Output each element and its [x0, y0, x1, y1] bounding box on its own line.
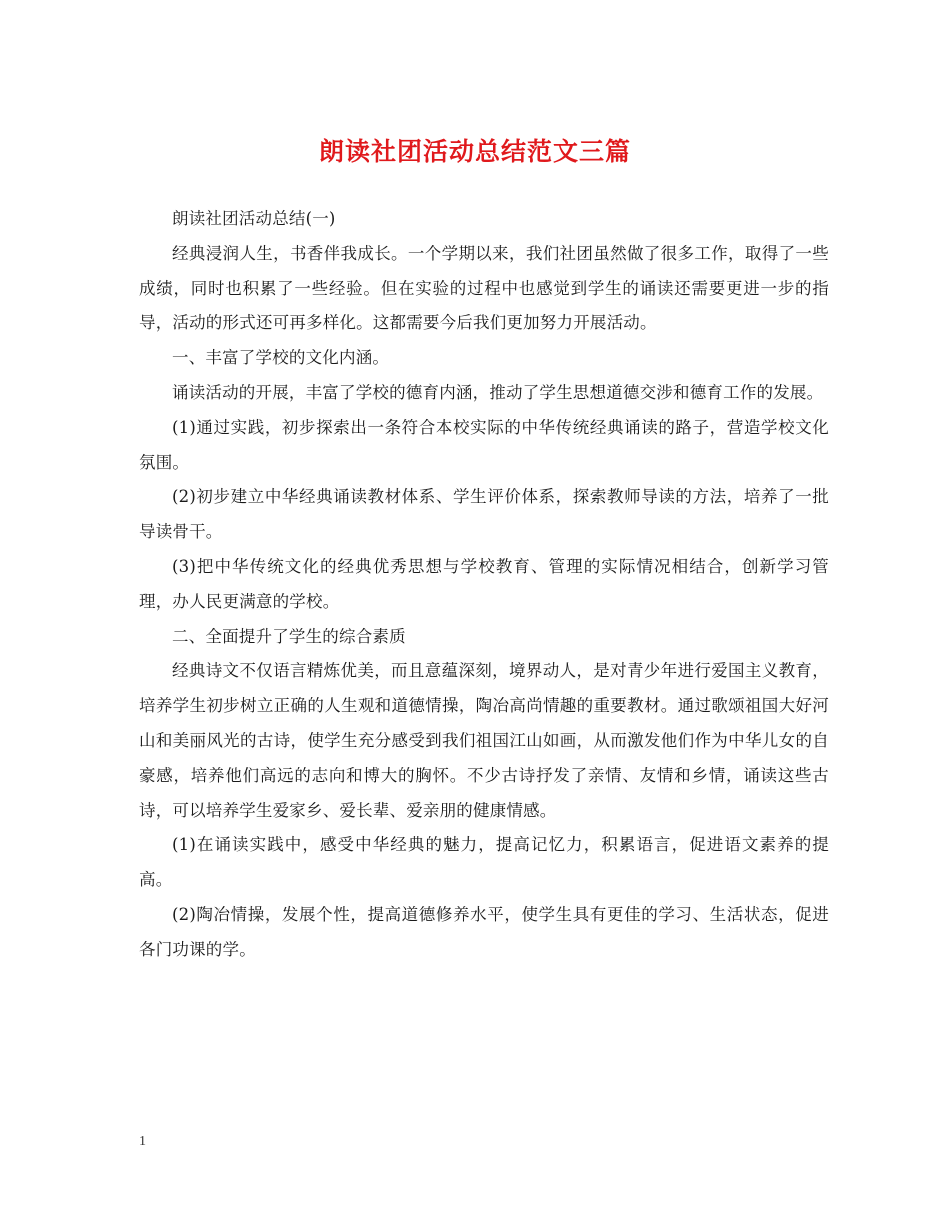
paragraph: 经典诗文不仅语言精炼优美，而且意蕴深刻，境界动人，是对青少年进行爱国主义教育，培养学生初步树立正确的人生观和道德情操，陶冶高尚情趣的重要教材。通过歌颂祖国大好河山和美丽风光的古诗，使学生充分感受到我们祖国江山如画，从而激发他们作为中华儿女的自豪感，培养他们高远的志向和博大的胸怀。不少古诗抒发了亲情、友情和乡情，诵读这些古诗，可以培养学生爱家乡、爱长辈、爱亲朋的健康情感。	[139, 661, 829, 820]
list-item: (2)陶冶情操，发展个性，提高道德修养水平，使学生具有更佳的学习、生活状态，促进各门功课的学。	[139, 904, 829, 959]
page-number: 1	[139, 1134, 146, 1149]
document-body	[139, 202, 829, 968]
list-item: (1)在诵读实践中，感受中华经典的魅力，提高记忆力，积累语言，促进语文素养的提高。	[139, 835, 829, 890]
list-item: (2)初步建立中华经典诵读教材体系、学生评价体系，探索教师导读的方法，培养了一批导读骨干。	[139, 487, 829, 542]
paragraph: 诵读活动的开展，丰富了学校的德育内涵，推动了学生思想道德交涉和德育工作的发展。	[172, 382, 824, 402]
list-item: (1)通过实践，初步探索出一条符合本校实际的中华传统经典诵读的路子，营造学校文化氛围。	[139, 417, 829, 472]
list-item: (3)把中华传统文化的经典优秀思想与学校教育、管理的实际情况相结合，创新学习管理，办人民更满意的学校。	[139, 556, 829, 611]
section-heading: 朗读社团活动总结(一)	[172, 209, 336, 228]
paragraph: 经典浸润人生，书香伴我成长。一个学期以来，我们社团虽然做了很多工作，取得了一些成绩，同时也积累了一些经验。但在实验的过程中也感觉到学生的诵读还需要更进一步的指导，活动的形式还可再多样化。这都需要今后我们更加努力开展活动。	[139, 243, 829, 333]
section-heading: 二、全面提升了学生的综合素质	[172, 626, 406, 646]
section-heading: 一、丰富了学校的文化内涵。	[172, 348, 390, 368]
document-title: 朗读社团活动总结范文三篇	[318, 137, 631, 166]
